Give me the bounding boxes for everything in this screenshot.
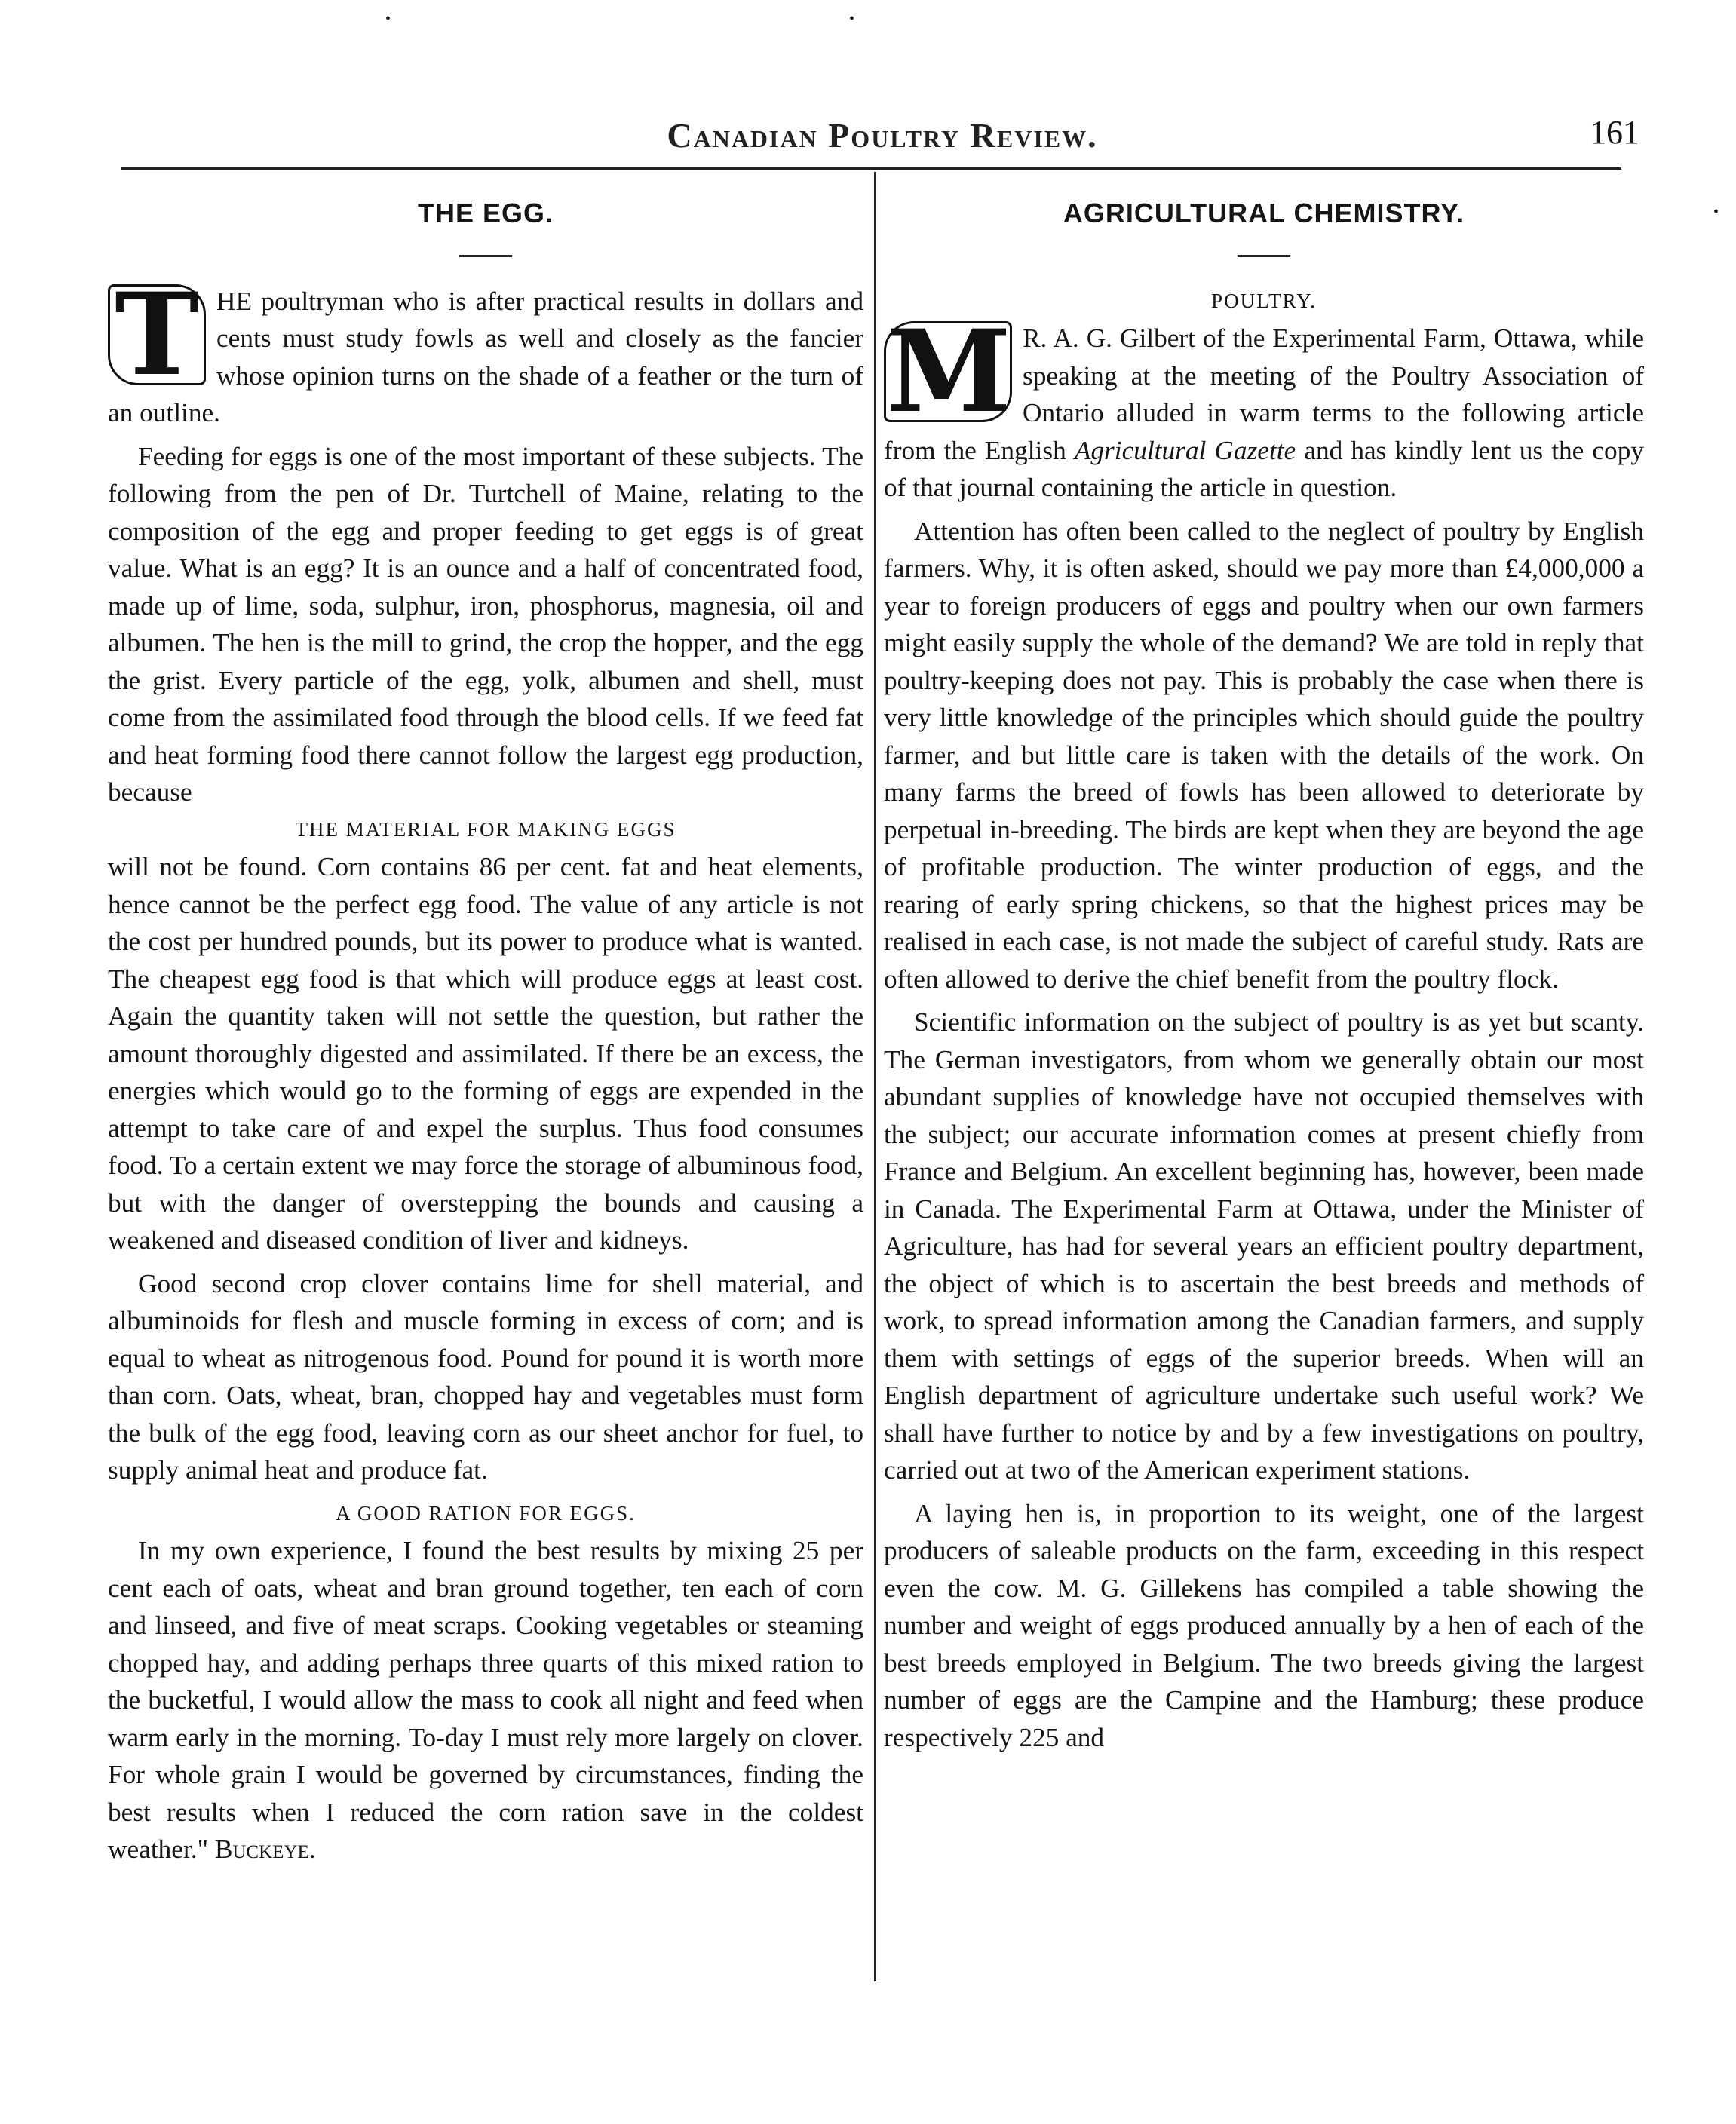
subhead-ration: A GOOD RATION FOR EGGS. (336, 1501, 636, 1525)
signature: Buckeye. (214, 1834, 316, 1864)
title-dash (1238, 255, 1290, 257)
paragraph: Good second crop clover contains lime for shell material, and albuminoids for flesh and muscle forming in excess of corn; and is equal to wheat as nitrogenous food. Pound for pound it is worth more than corn. Oats, wheat, bran, chopped hay and vegetables must form the bulk of the egg food, leaving corn as our sheet anchor for fuel, to supply animal heat and produce fat. (108, 1268, 863, 1485)
title-dash (459, 255, 512, 257)
page-number: 161 (1590, 114, 1639, 151)
drop-cap-t: T (108, 284, 206, 385)
left-column (108, 188, 863, 1868)
paragraph (108, 268, 863, 432)
paragraph: Scientific information on the subject of poultry is as yet but scanty. The German investigators, from whom we generally obtain our most abundant supplies of knowledge have not occupied themselves with the subject; our accurate information comes at present chiefly from France and Belgium. An excellent beginning has, however, been made in Canada. The Experimental Farm at Ottawa, under the Minister of Agriculture, has had for several years an efficient poultry department, the object of which is to ascertain the best breeds and methods of work, to spread information among the Canadian farmers, and supply them with settings of eggs of the superior breeds. When will an English department of agriculture undertake such useful work? We shall have further to notice by and by a few investigations on poultry, carried out at two of the American experiment stations. (884, 1007, 1644, 1485)
paragraph-text: and has kindly lent us the copy of that journal containing the article in question. (884, 435, 1644, 502)
paragraph: will not be found. Corn contains 86 per cent. fat and heat elements, hence cannot be the perfect egg food. The value of any article is not the cost per hundred pounds, but its power to produce what is wanted. The cheapest egg food is that which will produce eggs at least cost. Again the quantity taken will not settle the question, but rather the amount thoroughly digested and assimilated. If there be an excess, the energies which would go to the forming of eggs are expended in the attempt to take care of and expel the surplus. Thus food consumes food. To a certain extent we may force the storage of albuminous food, but with the danger of overstepping the bounds and causing a weakened and diseased condition of liver and kidneys. (108, 852, 863, 1255)
print-speck: • (385, 11, 391, 27)
paragraph: Attention has often been called to the neglect of poultry by English farmers. Why, it is often asked, should we pay more than £4,000,000 a year to foreign producers of eggs and poultry when our own farmers might easily supply the whole of the demand? We are told in reply that poultry-keeping does not pay. This is probably the case when there is very little knowledge of the principles which should guide the poultry farmer, and but little care is taken with the details of the work. On many farms the breed of fowls has been allowed to deteriorate by perpetual in-breeding. The birds are kept when they are beyond the age of profitable production. The winter production of eggs, and the rearing of early spring chickens, so that the highest prices may be realised in each case, is not made the subject of careful study. Rats are often allowed to derive the chief benefit from the poultry flock. (884, 516, 1644, 994)
italic-publication: Agricultural Gazette (1074, 435, 1296, 465)
header-rule (121, 167, 1621, 170)
print-speck: • (849, 11, 855, 27)
masthead-title: Canadian Poultry Review. (667, 116, 1098, 155)
subhead-poultry: POULTRY. (1211, 289, 1317, 312)
paragraph: Feeding for eggs is one of the most important of these subjects. The following from the pen of Dr. Turtchell of Maine, relating to the composition of the egg and proper feeding to get eggs is of great value. What is an egg? It is an ounce and a half of concentrated food, made up of lime, soda, sulphur, iron, phosphorus, magnesia, oil and albumen. The hen is the mill to grind, the crop the hopper, and the egg the grist. Every particle of the egg, yolk, albumen and shell, must come from the assimilated food through the blood cells. If we feed fat and heat forming food there cannot follow the largest egg production, because (108, 441, 863, 807)
column-divider (874, 172, 876, 1981)
paragraph: A laying hen is, in proportion to its weight, one of the largest producers of saleable products on the farm, exceeding in this respect even the cow. M. G. Gillekens has compiled a table showing the number and weight of eggs produced annually by a hen of each of the best breeds employed in Belgium. The two breeds giving the largest number of eggs are the Campine and the Hamburg; these produce respectively 225 and (884, 1498, 1644, 1752)
right-column (884, 188, 1644, 1756)
article-title-agricultural-chemistry: AGRICULTURAL CHEMISTRY. (1063, 198, 1465, 228)
subhead-material: THE MATERIAL FOR MAKING EGGS (295, 817, 676, 841)
paragraph-text: In my own experience, I found the best results by mixing 25 per cent each of oats, wheat and bran ground together, ten each of corn and linseed, and five of meat scraps. Cooking vegetables or steaming chopped hay, and adding perhaps three quarts of this mixed ration to the bucketful, I would allow the mass to cook all night and feed when warm early in the morning. To-day I must rely more largely on clover. For whole grain I would be governed by circumstances, finding the best results when I reduced the corn ration save in the coldest weather." (108, 1536, 863, 1864)
drop-cap-m: M (884, 321, 1012, 422)
paragraph (108, 1532, 863, 1868)
print-speck: • (1713, 204, 1719, 220)
paragraph-text: R. A. G. Gilbert of the Experimental Farm, Ottawa, while speaking at the meeting of the Poultry Association of Ontario alluded in warm terms to the following article from the English (884, 323, 1644, 465)
masthead (596, 109, 1169, 162)
paragraph-text: HE poultryman who is after practical results in dollars and cents must study fowls as well and closely as the fancier whose opinion turns on the shade of a feather or the turn of an outline. (108, 286, 863, 428)
paragraph (884, 305, 1644, 507)
article-title-the-egg: THE EGG. (417, 198, 554, 228)
